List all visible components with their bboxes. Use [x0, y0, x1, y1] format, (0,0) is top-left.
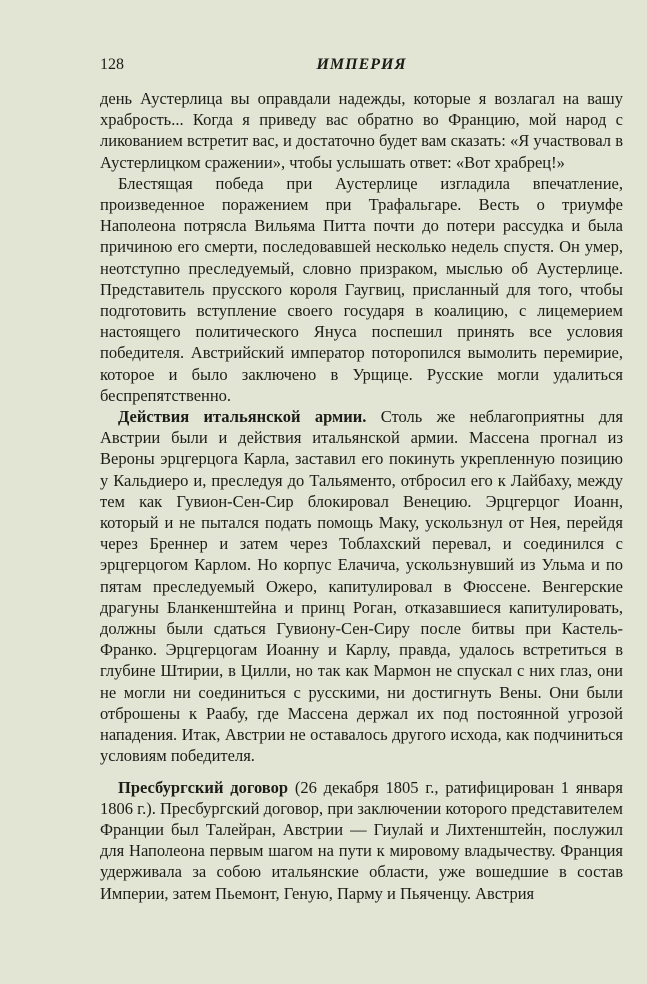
section-heading-italian-army: Действия итальянской армии.: [118, 407, 367, 427]
running-title: ИМПЕРИЯ: [316, 56, 407, 73]
paragraph: [100, 777, 623, 904]
paragraph: [100, 88, 623, 173]
page-header: [100, 56, 623, 82]
paragraph: [100, 173, 623, 406]
paragraph-text: день Аустерлица вы оправдали надежды, которые я возлагал на вашу храбрость... Когда я приведу вас обратно во Францию, мой народ с ликованием встретит вас, и достаточно будет вам сказать: «Я участвовал в Аустерлицком сражении», чтобы услышать ответ: «Вот храбрец!»: [100, 89, 623, 172]
paragraph-text: Столь же неблагоприятны для Австрии были и действия итальянской армии. Массена прогнал из Вероны эрцгерцога Карла, заставил его покинуть укрепленную позицию у Кальдиеро и, преследуя до Тальяменто, отбросил его к Лайбаху, между тем как Гувион-Сен-Сир блокировал Венецию. Эрцгерцог Иоанн, который и не пытался подать помощь Маку, ускользнул от Нея, перейдя через Бреннер и затем через Тоблахский перевал, и соединился с эрцгерцогом Карлом. Но корпус Елачича, ускользнувший из Ульма и по пятам преследуемый Ожеро, капитулировал в Фюссене. Венгерские драгуны Бланкенштейна и принц Роган, отказавшиеся капитулировать, должны были сдаться Гувиону-Сен-Сиру после битвы при Кастель-Франко. Эрцгерцогам Иоанну и Карлу, правда, удалось встретиться в глубине Штирии, в Цилли, но так как Мармон не спускал с них глаз, они не могли ни соединиться с русскими, ни достигнуть Вены. Они были отброшены к Раабу, где Массена держал их под постоянной угрозой нападения. Итак, Австрии не оставалось другого исхода, как подчиниться условиям победителя.: [100, 407, 623, 766]
paragraph-text: (26 декабря 1805 г., ратифицирован 1 января 1806 г.). Пресбургский договор, при заключении которого представителем Франции был Талейран, Австрии — Гиулай и Лихтенштейн, послужил для Наполеона первым шагом на пути к мировому владычеству. Франция удерживала за собою итальянские области, уже вошедшие в состав Империи, затем Пьемонт, Геную, Парму и Пьяченцу. Австрия: [100, 777, 623, 903]
body-text: [100, 88, 623, 904]
paragraph-text: Блестящая победа при Аустерлице изгладила впечатление, произведенное поражением при Трафальгаре. Весть о триумфе Наполеона потрясла Вильяма Питта почти до потери рассудка и была причиною его смерти, последовавшей несколько недель спустя. Он умер, неотступно преследуемый, словно призраком, мыслью об Аустерлице. Представитель прусского короля Гаугвиц, присланный для того, чтобы подготовить вступление своего государя в коалицию, с лицемерием настоящего политического Януса поспешил принять все условия победителя. Австрийский император поторопился вымолить перемирие, которое и было заключено в Урщице. Русские могли удалиться беспрепятственно.: [100, 173, 623, 405]
section-heading-pressburg-treaty: Пресбургский договор: [118, 777, 289, 797]
paragraph: [100, 406, 623, 766]
page-number: 128: [100, 56, 124, 73]
